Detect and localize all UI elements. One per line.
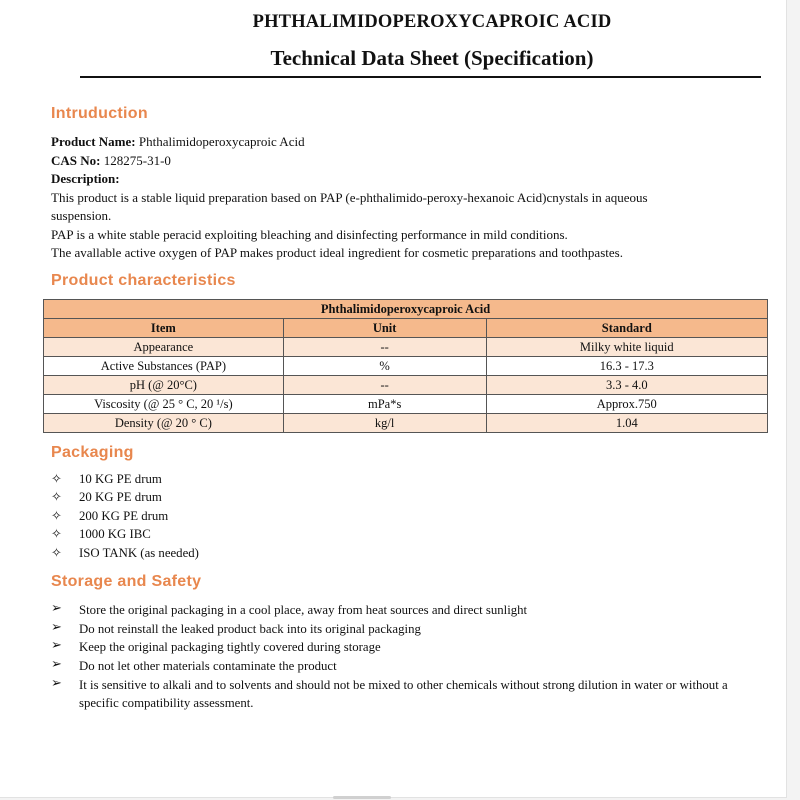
column-header-item: Item — [44, 319, 284, 338]
scrollbar-thumb[interactable] — [333, 796, 391, 799]
description-line: suspension. — [51, 208, 112, 223]
document-title: PHTHALIMIDOPEROXYCAPROIC ACID — [252, 12, 612, 32]
document-page: PHTHALIMIDOPEROXYCAPROIC ACID Technical Data Sheet (Specification) Intruduction Product Name: Phthalimidoperoxycaproic Acid CAS No: 128275-31-0 Description: This product is a stable liquid preparation based on PAP (e-phthalimido-peroxy-hexanoic Acid)cnystals in aqueous suspension. PAP is a white stable peracid exploiting bleaching and disinfecting performance in mild conditions. The avallable active oxygen of PAP makes product ideal ingredient for cosmetic preparations and toothpastes. Product characteristics Phthalimidoperoxycaproic Acid Item Unit Standard Appearance -- Milky white liquid Active Substances (PAP) % 16.3 - 17.3 pH (@ 20°C) -- 3.3 - 4.0 Viscosity (@ 25 ° C, 20 ¹/s) mPa*s Approx.750 Density (@ 20 ° C) kg/l 1.04 Packaging ✧ 10 KG PE drum ✧ 20 KG PE drum ✧ 200 KG PE drum ✧ 1000 KG IBC ✧ ISO TANK (as needed) Storage and Safety ➢ Store the original packaging in a cool place, away from heat sources and direct sunlight ➢ Do not reinstall the leaked product back into its original packaging ➢ Keep the original packaging tightly covered during storage ➢ Do not let other materials contaminate the product ➢ It is sensitive to alkali and to solvents and should not be mixed to other chemicals without strong dilution in water or without a specific compatibility assessment. — [0, 0, 787, 798]
description-label: Description: — [51, 171, 120, 186]
description-line: PAP is a white stable peracid exploiting bleaching and disinfecting performance in mild conditions. — [51, 227, 568, 242]
document-subtitle: Technical Data Sheet (Specification) — [270, 46, 594, 70]
cell-item: Viscosity (@ 25 ° C, 20 ¹/s) — [44, 395, 284, 414]
arrow-bullet-icon: ➢ — [51, 638, 62, 652]
cell-unit: % — [283, 357, 486, 376]
section-heading-characteristics: Product characteristics — [51, 272, 236, 289]
cell-standard: 16.3 - 17.3 — [486, 357, 767, 376]
cell-standard: Milky white liquid — [486, 338, 767, 357]
arrow-bullet-icon: ➢ — [51, 676, 62, 690]
product-name-line — [51, 134, 305, 150]
cell-item: pH (@ 20°C) — [44, 376, 284, 395]
cell-unit: mPa*s — [283, 395, 486, 414]
column-header-standard: Standard — [486, 319, 767, 338]
sparkle-bullet-icon: ✧ — [51, 546, 62, 560]
title-divider — [80, 76, 761, 78]
list-item: ✧ 20 KG PE drum — [51, 490, 162, 504]
list-item: ✧ 10 KG PE drum — [51, 472, 162, 486]
arrow-bullet-icon: ➢ — [51, 620, 62, 634]
description-line: The avallable active oxygen of PAP makes product ideal ingredient for cosmetic preparations and toothpastes. — [51, 245, 623, 260]
description-line: This product is a stable liquid preparation based on PAP (e-phthalimido-peroxy-hexanoic Acid)cnystals in aqueous — [51, 190, 648, 205]
table-row — [44, 357, 768, 376]
cell-item: Density (@ 20 ° C) — [44, 414, 284, 433]
cell-item: Appearance — [44, 338, 284, 357]
cell-unit: -- — [283, 376, 486, 395]
specification-table — [43, 299, 768, 433]
table-row — [44, 376, 768, 395]
section-heading-storage: Storage and Safety — [51, 573, 202, 590]
sparkle-bullet-icon: ✧ — [51, 472, 62, 486]
table-title: Phthalimidoperoxycaproic Acid — [44, 300, 768, 319]
cell-unit: -- — [283, 338, 486, 357]
product-name-value: Phthalimidoperoxycaproic Acid — [135, 134, 305, 149]
cell-standard: Approx.750 — [486, 395, 767, 414]
cell-item: Active Substances (PAP) — [44, 357, 284, 376]
list-item: ✧ ISO TANK (as needed) — [51, 546, 199, 560]
product-name-label: Product Name: — [51, 134, 136, 149]
arrow-bullet-icon: ➢ — [51, 657, 62, 671]
cell-unit: kg/l — [283, 414, 486, 433]
section-heading-packaging: Packaging — [51, 444, 134, 461]
arrow-bullet-icon: ➢ — [51, 601, 62, 615]
table-row — [44, 414, 768, 433]
cell-standard: 1.04 — [486, 414, 767, 433]
cas-label: CAS No: — [51, 153, 101, 168]
table-row — [44, 395, 768, 414]
sparkle-bullet-icon: ✧ — [51, 490, 62, 504]
cas-value: 128275-31-0 — [100, 153, 171, 168]
section-heading-introduction: Intruduction — [51, 105, 148, 122]
list-item: ✧ 200 KG PE drum — [51, 509, 169, 523]
sparkle-bullet-icon: ✧ — [51, 527, 62, 541]
table-row — [44, 338, 768, 357]
column-header-unit: Unit — [283, 319, 486, 338]
sparkle-bullet-icon: ✧ — [51, 509, 62, 523]
list-item: ✧ 1000 KG IBC — [51, 527, 151, 541]
cas-line — [51, 153, 171, 169]
cell-standard: 3.3 - 4.0 — [486, 376, 767, 395]
